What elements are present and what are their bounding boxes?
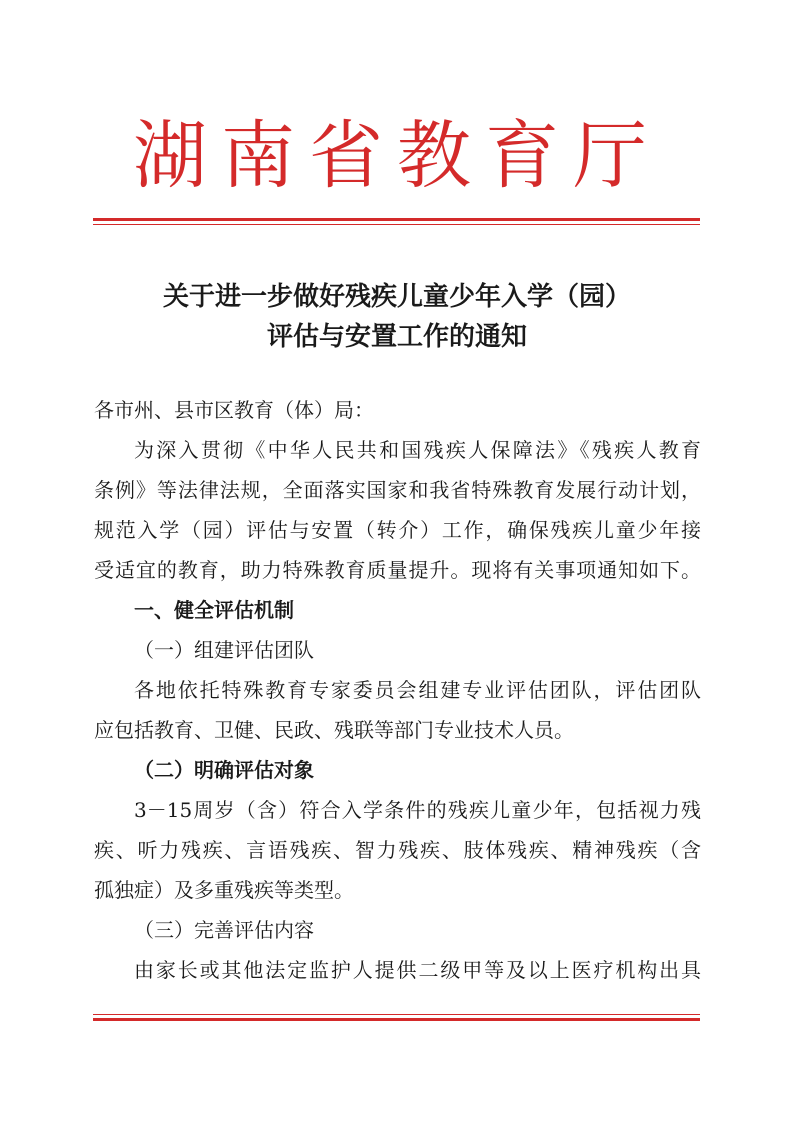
paragraph-line: 由家长或其他法定监护人提供二级甲等及以上医疗机构出具 <box>134 958 701 982</box>
intro-line: 条例》等法律法规，全面落实国家和我省特殊教育发展行动计划， <box>94 478 701 502</box>
header-divider-thick <box>93 218 700 221</box>
paragraph-line: 应包括教育、卫健、民政、残联等部门专业技术人员。 <box>94 718 574 742</box>
salutation: 各市州、县市区教育（体）局： <box>94 398 374 422</box>
intro-line: 受适宜的教育，助力特殊教育质量提升。现将有关事项通知如下。 <box>94 558 701 582</box>
header-divider-thin <box>93 224 700 225</box>
footer-divider-thin <box>93 1014 700 1015</box>
subsection-heading: （三）完善评估内容 <box>134 918 314 942</box>
intro-line: 为深入贯彻《中华人民共和国残疾人保障法》《残疾人教育 <box>134 438 701 462</box>
subsection-heading: （一）组建评估团队 <box>134 638 314 662</box>
paragraph-line: 孤独症）及多重残疾等类型。 <box>94 878 354 902</box>
document-title-line-1: 关于进一步做好残疾儿童少年入学（园） <box>162 282 631 312</box>
paragraph-line: 3－15周岁（含）符合入学条件的残疾儿童少年，包括视力残 <box>134 798 701 822</box>
issuing-authority-header: 湖南省教育厅 <box>133 113 661 199</box>
paragraph-line: 疾、听力残疾、言语残疾、智力残疾、肢体残疾、精神残疾（含 <box>94 838 701 862</box>
paragraph-line: 各地依托特殊教育专家委员会组建专业评估团队，评估团队 <box>134 678 701 702</box>
subsection-heading: （二）明确评估对象 <box>134 758 314 782</box>
intro-line: 规范入学（园）评估与安置（转介）工作，确保残疾儿童少年接 <box>94 518 701 542</box>
footer-divider-thick <box>93 1018 700 1021</box>
section-heading: 一、健全评估机制 <box>134 598 294 622</box>
document-title-line-2: 评估与安置工作的通知 <box>266 322 527 352</box>
